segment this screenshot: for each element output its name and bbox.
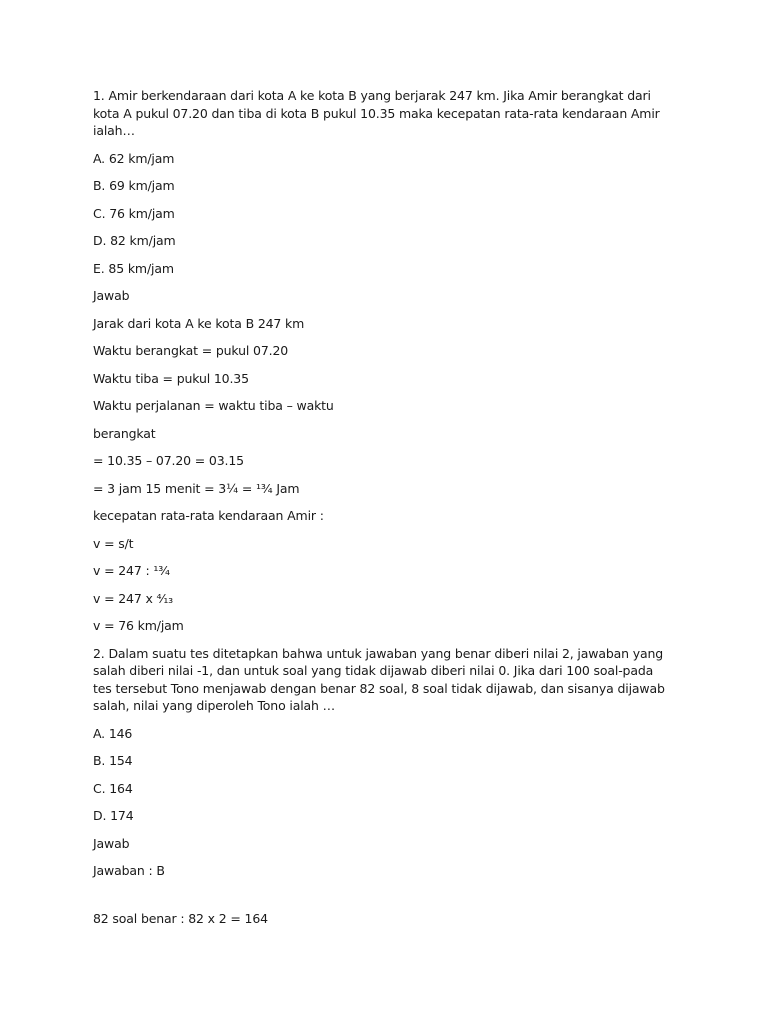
solution-line: = 3 jam 15 menit = 3¼ = ¹³⁄₄ Jam	[93, 480, 300, 496]
solution-line: Waktu berangkat = pukul 07.20	[93, 343, 289, 358]
question-2-option-c: C. 164	[93, 780, 133, 796]
solution-line: v = 247 : ¹³⁄₄	[93, 563, 170, 578]
question-2-option-a: A. 146	[93, 725, 133, 741]
solution-line: Waktu tiba = pukul 10.35	[93, 370, 249, 386]
question-1-option-c: C. 76 km/jam	[93, 205, 175, 221]
solution-line: 82 soal benar : 82 x 2 = 164	[93, 910, 268, 926]
question-2-text: 2. Dalam suatu tes ditetapkan bahwa untuk jawaban yang benar diberi nilai 2, jawaban yang salah diberi nilai -1, dan untuk soal yang tidak dijawab diberi nilai 0. Jika dari 100 soal-pada tes tersebut Tono menjawab dengan benar 82 soal, 8 soal tidak dijawab, dan sisanya dijawab salah, nilai yang diperoleh Tono ialah …	[93, 645, 665, 713]
question-2-option-b: B. 154	[93, 753, 133, 768]
blank-line	[93, 890, 668, 910]
solution-line: v = s/t	[93, 535, 134, 551]
solution-line: v = 76 km/jam	[93, 618, 184, 633]
solution-line: kecepatan rata-rata kendaraan Amir :	[93, 508, 324, 523]
question-1-text: 1. Amir berkendaraan dari kota A ke kota B yang berjarak 247 km. Jika Amir berangkat dari kota A pukul 07.20 dan tiba di kota B pukul 10.35 maka kecepatan rata-rata kendaraan Amir ialah…	[93, 88, 660, 138]
question-1-option-d: D. 82 km/jam	[93, 233, 176, 248]
solution-line: = 10.35 – 07.20 = 03.15	[93, 453, 244, 468]
solution-line: v = 247 x ⁴⁄₁₃	[93, 590, 174, 606]
question-1-option-b: B. 69 km/jam	[93, 178, 175, 193]
solution-line: Waktu perjalanan = waktu tiba – waktu	[93, 398, 334, 413]
solution-line: Jarak dari kota A ke kota B 247 km	[93, 315, 305, 331]
question-1-answer-heading: Jawab	[93, 288, 130, 303]
question-2-answer-heading: Jawab	[93, 835, 130, 851]
solution-line: berangkat	[93, 425, 156, 441]
question-2-option-d: D. 174	[93, 808, 134, 823]
question-2-answer-line: Jawaban : B	[93, 863, 165, 878]
question-1-option-a: A. 62 km/jam	[93, 150, 175, 166]
question-1-option-e: E. 85 km/jam	[93, 260, 174, 276]
document-page	[93, 87, 668, 937]
